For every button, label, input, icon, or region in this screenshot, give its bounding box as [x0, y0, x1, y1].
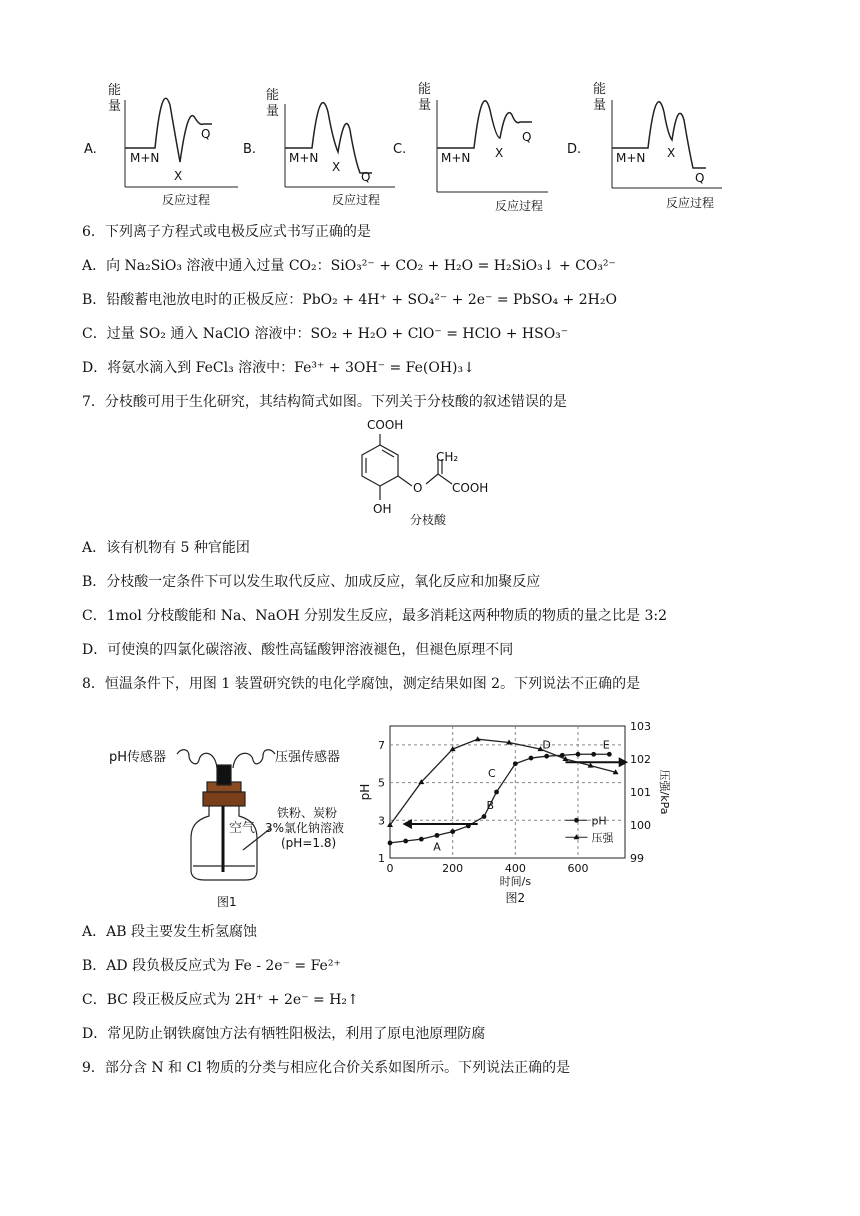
- ph-point: [482, 814, 487, 819]
- apparatus-svg: [105, 720, 375, 920]
- ph-point: [435, 833, 440, 838]
- contents-label-1: 铁粉、炭粉: [277, 806, 338, 820]
- point-label-b: B: [486, 798, 495, 812]
- option-c-label: C.: [393, 142, 407, 157]
- q6-option-c: C．过量 SO₂ 通入 NaClO 溶液中：SO₂ + H₂O + ClO⁻ = HClO + HSO₃⁻: [82, 326, 569, 342]
- chart-svg: [355, 712, 700, 912]
- energy-diagrams: [0, 0, 860, 215]
- q8-option-d: D．常见防止钢铁腐蚀方法有牺牲阳极法，利用了原电池原理防腐: [82, 1026, 486, 1042]
- oh-label: OH: [373, 502, 392, 516]
- y-label: 能: [108, 83, 122, 98]
- x-tick-label: 600: [567, 862, 589, 875]
- legend-pressure-label: 压强: [591, 831, 614, 845]
- ph-sensor-label: pH传感器: [109, 750, 167, 765]
- ph-point: [513, 761, 518, 766]
- ph-point: [591, 752, 596, 757]
- q6-stem: 6．下列离子方程式或电极反应式书写正确的是: [82, 224, 371, 240]
- ph-point: [403, 839, 408, 844]
- figure-1-apparatus: [105, 720, 375, 920]
- start-label: M+N: [289, 151, 319, 165]
- contents-label-2: 3%氯化钠溶液: [265, 821, 345, 835]
- start-label: M+N: [130, 151, 160, 165]
- air-label: 空气: [229, 821, 256, 836]
- point-label-a: A: [433, 840, 441, 854]
- figure-2-caption: 图2: [505, 891, 526, 905]
- y-right-tick-label: 102: [630, 753, 651, 766]
- q8-option-a: A．AB 段主要发生析氢腐蚀: [82, 924, 257, 940]
- q6-option-b: B．铅酸蓄电池放电时的正极反应：PbO₂ + 4H⁺ + SO₄²⁻ + 2e⁻ = PbSO₄ + 2H₂O: [82, 292, 617, 308]
- pressure-sensor-label: 压强传感器: [275, 750, 341, 765]
- start-label: M+N: [616, 151, 646, 165]
- start-label: M+N: [441, 151, 471, 165]
- y-label: 量: [108, 99, 122, 114]
- contents-label-3: (pH=1.8): [281, 836, 337, 850]
- ph-point: [494, 790, 499, 795]
- x-label: 反应过程: [332, 193, 381, 207]
- y-left-axis-label: pH: [358, 783, 372, 801]
- y-label: 量: [593, 98, 607, 113]
- x-tick-label: 200: [442, 862, 464, 875]
- ph-point: [544, 754, 549, 759]
- ph-point: [529, 756, 534, 761]
- x-tick-label: 400: [504, 862, 526, 875]
- chorismic-acid-structure: [340, 412, 520, 532]
- intermediate-label: X: [495, 146, 504, 160]
- y-label: 能: [418, 82, 432, 97]
- q8-stem: 8．恒温条件下，用图 1 装置研究铁的电化学腐蚀，测定结果如图 2。下列说法不正确的是: [82, 676, 641, 692]
- ether-o-label: O: [413, 481, 423, 495]
- cooh-top-label: COOH: [367, 418, 404, 432]
- product-label: Q: [522, 130, 532, 144]
- y-left-tick-label: 3: [378, 814, 385, 828]
- x-label: 反应过程: [162, 193, 211, 207]
- y-label: 量: [266, 104, 280, 119]
- y-label: 量: [418, 98, 432, 113]
- ph-series-line: [390, 754, 609, 843]
- cooh-right-label: COOH: [452, 481, 489, 495]
- intermediate-label: X: [174, 169, 183, 183]
- q9-stem: 9．部分含 N 和 Cl 物质的分类与相应化合价关系如图所示。下列说法正确的是: [82, 1060, 571, 1076]
- ph-point: [607, 752, 612, 757]
- y-left-tick-label: 5: [378, 776, 385, 790]
- y-right-tick-label: 99: [630, 852, 644, 865]
- structure-svg: [340, 412, 520, 532]
- q6-option-d: D．将氨水滴入到 FeCl₃ 溶液中：Fe³⁺ + 3OH⁻ = Fe(OH)₃↓: [82, 360, 475, 376]
- pressure-axis-arrowhead: [619, 757, 628, 767]
- ch2-label: CH₂: [436, 450, 459, 464]
- figure-1-caption: 图1: [217, 895, 237, 909]
- x-label: 反应过程: [495, 199, 544, 213]
- intermediate-label: X: [332, 160, 341, 174]
- q8-option-b: B．AD 段负极反应式为 Fe - 2e⁻ = Fe²⁺: [82, 958, 341, 974]
- y-right-tick-label: 101: [630, 786, 651, 799]
- q7-option-b: B．分枝酸一定条件下可以发生取代反应、加成反应，氧化反应和加聚反应: [82, 574, 541, 590]
- q7-option-d: D．可使溴的四氯化碳溶液、酸性高锰酸钾溶液褪色，但褪色原理不同: [82, 642, 514, 658]
- option-d-label: D.: [567, 142, 582, 157]
- q6-option-a: A．向 Na₂SiO₃ 溶液中通入过量 CO₂：SiO₃²⁻ + CO₂ + H₂O = H₂SiO₃↓ + CO₃²⁻: [82, 258, 616, 274]
- ph-point: [576, 752, 581, 757]
- x-axis-label: 时间/s: [499, 875, 532, 888]
- product-label: Q: [201, 127, 211, 141]
- product-label: Q: [695, 171, 705, 185]
- y-right-tick-label: 100: [630, 819, 651, 832]
- y-left-tick-label: 7: [378, 738, 385, 752]
- option-b-label: B.: [243, 142, 257, 157]
- x-label: 反应过程: [666, 196, 715, 210]
- y-left-tick-label: 1: [378, 852, 385, 865]
- legend-ph-marker: [574, 818, 579, 823]
- x-tick-label: 0: [386, 862, 394, 875]
- pressure-point: [475, 736, 481, 741]
- y-right-axis-label: 压强/kPa: [658, 769, 671, 815]
- y-label: 能: [266, 88, 280, 103]
- option-a-label: A.: [84, 142, 97, 157]
- energy-diagrams-svg: [0, 0, 860, 215]
- compound-name: 分枝酸: [410, 513, 447, 527]
- point-label-e: E: [602, 738, 610, 752]
- q7-stem: 7．分枝酸可用于生化研究，其结构简式如图。下列关于分枝酸的叙述错误的是: [82, 394, 567, 410]
- q7-option-a: A．该有机物有 5 种官能团: [82, 540, 250, 556]
- figure-2-chart: [355, 712, 700, 912]
- ph-point: [388, 841, 393, 846]
- intermediate-label: X: [667, 146, 676, 160]
- q8-option-c: C．BC 段正极反应式为 2H⁺ + 2e⁻ = H₂↑: [82, 992, 359, 1008]
- y-label: 能: [593, 82, 607, 97]
- ph-point: [419, 837, 424, 842]
- product-label: Q: [361, 170, 371, 184]
- point-label-c: C: [487, 766, 496, 780]
- q7-option-c: C．1mol 分枝酸能和 Na、NaOH 分别发生反应，最多消耗这两种物质的物质的量之比是 3:2: [82, 608, 668, 624]
- legend-ph-label: pH: [591, 814, 607, 828]
- point-label-d: D: [542, 738, 551, 752]
- y-right-tick-label: 103: [630, 720, 651, 733]
- ph-point: [450, 829, 455, 834]
